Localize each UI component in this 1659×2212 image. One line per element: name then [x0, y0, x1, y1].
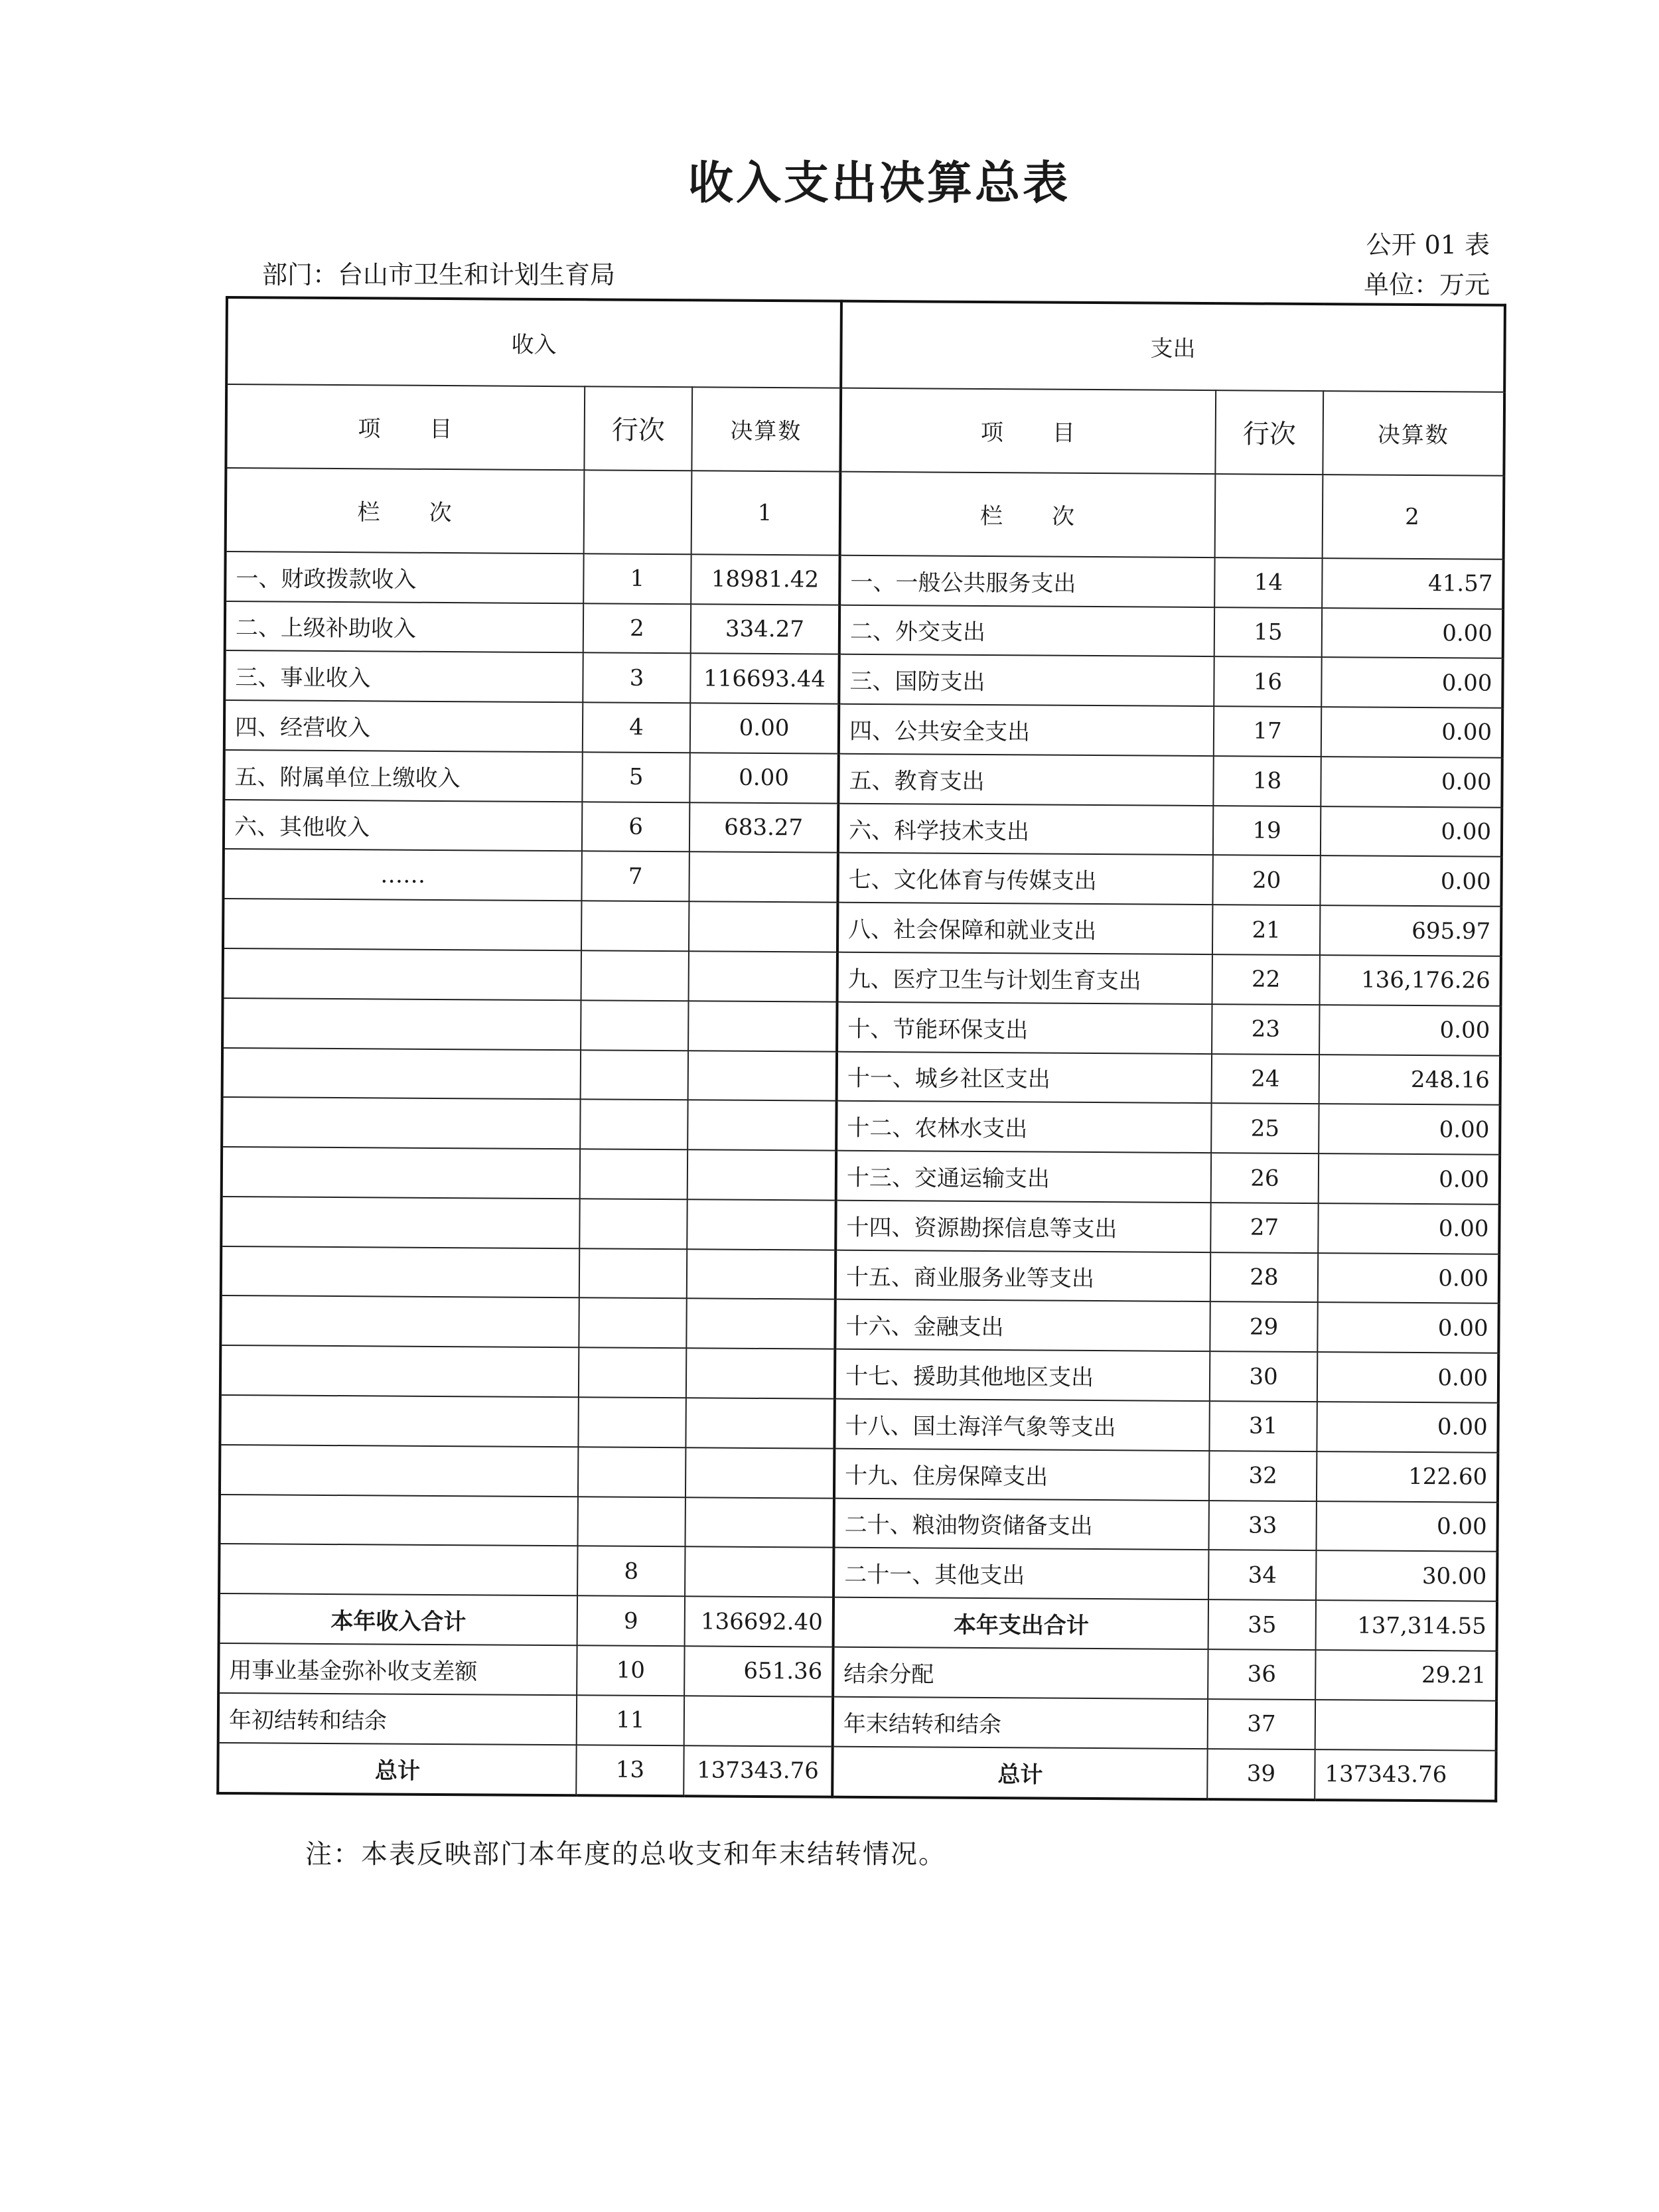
income-line-no [578, 1497, 685, 1547]
income-item-name: 六、其他收入 [224, 800, 582, 851]
expense-total-name: 总计 [832, 1746, 1207, 1799]
expense-item-name: 十六、金融支出 [835, 1299, 1210, 1351]
expense-item-name: 十四、资源勘探信息等支出 [835, 1201, 1210, 1252]
budget-summary-table [216, 296, 1504, 1803]
income-line-no: 2 [583, 603, 691, 654]
page-title: 收入支出决算总表 [687, 157, 1070, 210]
expense-amount: 0.00 [1322, 608, 1503, 658]
expense-line-no: 27 [1210, 1203, 1318, 1253]
unit-label: 单位：万元 [1363, 270, 1490, 299]
income-line-no [578, 1447, 685, 1497]
expense-line-no: 28 [1210, 1252, 1318, 1303]
expense-item-name: 十一、城乡社区支出 [837, 1051, 1212, 1103]
income-total-amount: 651.36 [684, 1646, 833, 1696]
expense-item-name: 七、文化体育与传媒支出 [837, 853, 1212, 905]
expense-item-name: 一、一般公共服务支出 [839, 555, 1214, 607]
income-amount: 683.27 [689, 802, 838, 853]
table-row [222, 998, 1500, 1056]
income-amount [685, 1398, 834, 1448]
income-line-no [580, 1100, 687, 1150]
income-amount [687, 1100, 836, 1151]
income-header: 收入 [226, 297, 841, 388]
table-row [224, 650, 1502, 708]
income-line-no [578, 1397, 685, 1447]
table-row [219, 1544, 1497, 1601]
summary-table [216, 296, 1506, 1803]
income-col-number: 1 [691, 471, 841, 555]
expense-col-line: 行次 [1215, 390, 1323, 475]
table-row [223, 849, 1501, 907]
table-row [224, 800, 1502, 857]
expense-lanci: 栏 次 [840, 471, 1216, 557]
income-amount [686, 1349, 835, 1399]
expense-amount: 0.00 [1318, 1253, 1499, 1303]
income-total-amount: 137343.76 [684, 1745, 832, 1797]
income-total-name: 本年收入合计 [219, 1593, 577, 1645]
income-item-name [221, 1246, 579, 1298]
income-line-no: 6 [582, 802, 689, 852]
income-item-name [219, 1544, 577, 1595]
income-item-name [220, 1445, 578, 1497]
income-item-name [222, 1097, 580, 1149]
expense-amount: 0.00 [1320, 856, 1501, 907]
table-row [221, 1197, 1499, 1254]
income-line-no [581, 1000, 688, 1051]
expense-amount: 0.00 [1318, 1203, 1499, 1254]
table-row [222, 1097, 1500, 1155]
income-amount [688, 1001, 837, 1051]
expense-amount: 0.00 [1319, 1005, 1500, 1055]
expense-item-name: 十二、农林水支出 [836, 1101, 1211, 1153]
income-line-no [580, 1149, 687, 1199]
income-line-no [579, 1298, 686, 1349]
table-row [221, 1246, 1499, 1304]
expense-item-name: 六、科学技术支出 [838, 803, 1213, 855]
income-amount: 116693.44 [690, 654, 839, 704]
income-amount [689, 951, 837, 1001]
income-line-no: 8 [577, 1546, 685, 1597]
income-line-no [579, 1348, 686, 1398]
expense-total-line-no: 35 [1208, 1599, 1316, 1650]
income-amount [688, 1051, 837, 1101]
expense-total-name: 结余分配 [833, 1647, 1208, 1699]
expense-line-no: 19 [1213, 806, 1321, 856]
expense-line-no: 17 [1214, 706, 1321, 757]
expense-total-line-no: 36 [1208, 1649, 1315, 1700]
income-amount: 0.00 [689, 753, 838, 803]
expense-item-name: 四、公共安全支出 [839, 704, 1214, 756]
expense-line-no: 30 [1210, 1351, 1317, 1402]
income-line-no [581, 1050, 688, 1100]
expense-amount: 0.00 [1316, 1501, 1497, 1552]
expense-line-no: 33 [1209, 1501, 1317, 1551]
expense-line-no: 34 [1208, 1550, 1316, 1600]
income-item-name: 五、附属单位上缴收入 [224, 750, 582, 802]
income-total-line-no: 11 [577, 1695, 684, 1745]
expense-line-no: 22 [1212, 954, 1320, 1005]
income-line-no: 7 [581, 851, 689, 902]
totals-row [218, 1742, 1496, 1801]
totals-row [218, 1693, 1496, 1751]
expense-line-no: 16 [1214, 656, 1321, 707]
income-item-name: 三、事业收入 [224, 650, 583, 702]
expense-line-no: 23 [1212, 1004, 1319, 1055]
expense-line-no: 20 [1212, 855, 1320, 906]
income-col-item: 项 目 [226, 384, 585, 470]
expense-item-name: 十、节能环保支出 [837, 1001, 1212, 1053]
expense-amount: 0.00 [1321, 657, 1502, 707]
income-item-name [220, 1345, 579, 1397]
expense-item-name: 八、社会保障和就业支出 [837, 903, 1212, 954]
table-row [224, 750, 1502, 808]
income-amount [689, 902, 837, 952]
income-amount [685, 1447, 834, 1498]
income-line-no [579, 1248, 687, 1299]
expense-amount: 0.00 [1319, 1153, 1500, 1204]
totals-row [219, 1593, 1497, 1651]
expense-header: 支出 [841, 301, 1505, 392]
expense-line-no: 14 [1214, 557, 1322, 608]
expense-item-name: 十五、商业服务业等支出 [835, 1250, 1210, 1301]
expense-total-amount: 137343.76 [1315, 1749, 1496, 1801]
expense-item-name: 二十、粮油物资储备支出 [834, 1498, 1209, 1550]
expense-amount: 695.97 [1320, 905, 1501, 956]
expense-item-name: 二十一、其他支出 [833, 1548, 1208, 1599]
expense-amount: 41.57 [1322, 558, 1503, 609]
income-item-name: 一、财政拨款收入 [225, 552, 583, 603]
expense-amount: 248.16 [1319, 1055, 1500, 1105]
table-row [220, 1295, 1498, 1353]
income-amount [687, 1149, 836, 1200]
income-lanci-line [584, 470, 692, 554]
table-row [225, 601, 1503, 659]
income-item-name [223, 899, 581, 950]
income-total-amount: 136692.40 [685, 1596, 833, 1647]
income-item-name [222, 1147, 580, 1199]
income-total-name: 年初结转和结余 [218, 1693, 577, 1745]
expense-lanci-line [1215, 474, 1323, 558]
expense-total-line-no: 37 [1208, 1699, 1315, 1749]
expense-amount: 0.00 [1317, 1402, 1498, 1452]
income-item-name [222, 998, 581, 1050]
income-item-name: 二、上级补助收入 [225, 601, 583, 653]
income-amount: 18981.42 [691, 554, 839, 605]
income-amount: 334.27 [691, 604, 839, 654]
table-row [225, 552, 1503, 609]
income-amount: 0.00 [690, 703, 839, 753]
expense-line-no: 18 [1213, 756, 1321, 806]
totals-row [218, 1643, 1496, 1701]
expense-amount: 136,176.26 [1320, 955, 1501, 1005]
income-total-name: 总计 [218, 1742, 576, 1795]
income-line-no: 1 [583, 553, 691, 604]
expense-line-no: 25 [1211, 1103, 1319, 1153]
expense-amount: 122.60 [1317, 1451, 1498, 1502]
expense-amount: 30.00 [1316, 1550, 1497, 1601]
table-row [224, 700, 1502, 758]
income-line-no [581, 901, 689, 952]
department-label: 部门：台山市卫生和计划生育局 [262, 260, 616, 289]
expense-amount: 0.00 [1321, 806, 1502, 857]
expense-total-amount: 29.21 [1315, 1650, 1496, 1700]
income-item-name [222, 1048, 581, 1100]
income-total-line-no: 9 [577, 1595, 685, 1646]
income-col-line: 行次 [584, 386, 692, 471]
income-item-name [220, 1395, 578, 1447]
income-item-name: …… [223, 849, 581, 901]
income-total-name: 用事业基金弥补收支差额 [218, 1643, 577, 1695]
table-row [220, 1395, 1498, 1453]
expense-item-name: 九、医疗卫生与计划生育支出 [837, 952, 1212, 1004]
income-line-no: 4 [583, 702, 690, 753]
expense-total-line-no: 39 [1207, 1749, 1315, 1800]
income-amount [687, 1249, 835, 1299]
table-row [220, 1345, 1498, 1403]
income-lanci: 栏 次 [226, 468, 585, 553]
expense-line-no: 31 [1209, 1401, 1317, 1451]
income-item-name [223, 948, 581, 1000]
table-row [220, 1495, 1498, 1552]
expense-item-name: 十三、交通运输支出 [836, 1151, 1211, 1203]
income-item-name [220, 1495, 578, 1546]
expense-item-name: 十七、援助其他地区支出 [835, 1349, 1210, 1401]
expense-total-amount: 137,314.55 [1316, 1600, 1497, 1651]
footnote: 注：本表反映部门本年度的总收支和年末结转情况。 [305, 1839, 946, 1870]
expense-amount: 0.00 [1317, 1303, 1498, 1353]
expense-amount: 0.00 [1319, 1104, 1500, 1154]
table-row [220, 1445, 1498, 1503]
income-line-no [581, 950, 689, 1001]
expense-item-name: 十八、国土海洋气象等支出 [834, 1399, 1209, 1451]
income-amount [685, 1547, 833, 1597]
income-total-line-no: 13 [576, 1745, 684, 1796]
expense-line-no: 32 [1209, 1451, 1317, 1501]
expense-item-name: 十九、住房保障支出 [834, 1448, 1209, 1500]
income-item-name: 四、经营收入 [224, 700, 583, 752]
expense-line-no: 21 [1212, 905, 1320, 955]
table-row [223, 948, 1501, 1006]
income-total-amount [684, 1696, 833, 1746]
expense-item-name: 五、教育支出 [838, 754, 1213, 806]
income-item-name [221, 1197, 579, 1248]
expense-item-name: 二、外交支出 [839, 605, 1214, 656]
income-amount [687, 1199, 835, 1250]
expense-col-amount: 决算数 [1323, 391, 1504, 476]
expense-total-name: 本年支出合计 [833, 1597, 1208, 1649]
income-line-no: 5 [582, 752, 689, 802]
income-amount [685, 1497, 834, 1548]
expense-col-number: 2 [1323, 475, 1504, 559]
expense-amount: 0.00 [1317, 1352, 1498, 1402]
expense-line-no: 29 [1210, 1302, 1317, 1353]
expense-total-name: 年末结转和结余 [833, 1696, 1208, 1748]
income-line-no [579, 1199, 687, 1249]
table-row [222, 1147, 1500, 1205]
expense-line-no: 26 [1211, 1153, 1319, 1203]
income-col-amount: 决算数 [691, 387, 841, 471]
form-code: 公开 01 表 [1366, 230, 1490, 259]
expense-line-no: 24 [1212, 1054, 1319, 1104]
income-line-no: 3 [583, 653, 690, 703]
expense-amount: 0.00 [1321, 707, 1502, 757]
income-total-line-no: 10 [577, 1645, 684, 1696]
expense-col-item: 项 目 [840, 388, 1216, 474]
income-amount [686, 1299, 835, 1349]
expense-total-amount [1315, 1700, 1496, 1750]
expense-amount: 0.00 [1321, 757, 1502, 807]
expense-line-no: 15 [1214, 607, 1322, 658]
expense-item-name: 三、国防支出 [839, 654, 1214, 706]
table-row [222, 1048, 1500, 1106]
income-item-name [220, 1295, 579, 1347]
income-amount [689, 852, 837, 903]
table-row [223, 899, 1501, 956]
